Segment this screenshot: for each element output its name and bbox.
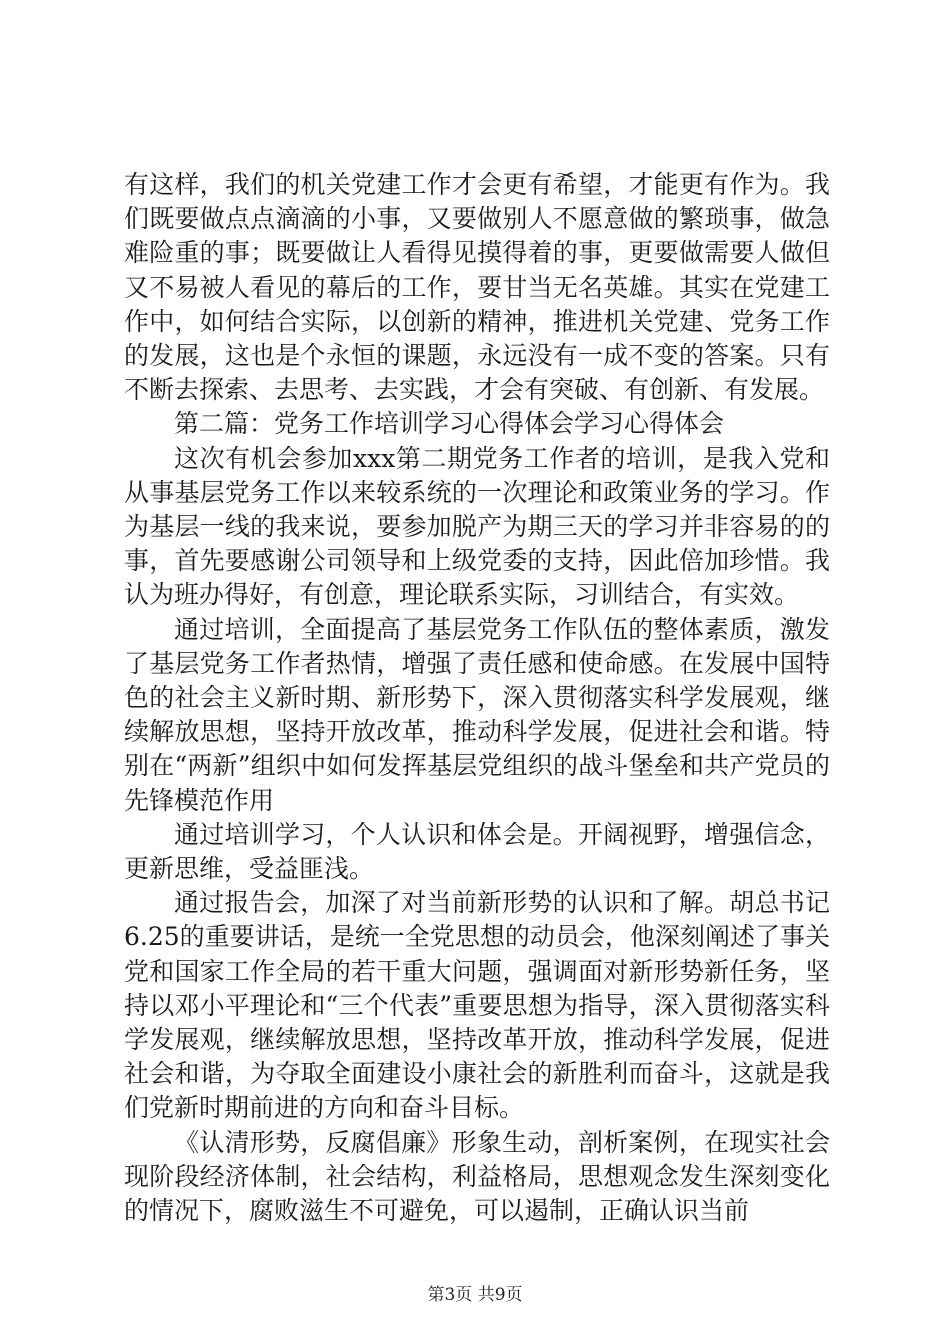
paragraph-6: 通过报告会，加深了对当前新形势的认识和了解。胡总书记6.25的重要讲话，是统一全党思想的动员会，他深刻阐述了事关党和国家工作全局的若干重大问题，强调面对新形势新任务，坚持以邓小平理论和“三个代表”重要思想为指导，深入贯彻落实科学发展观，继续解放思想，坚持改革开放，推动科学发展，促进社会和谐，为夺取全面建设小康社会的新胜利而奋斗，这就是我们党新时期前进的方向和奋斗目标。	[124, 888, 830, 1123]
document-body	[124, 168, 830, 1228]
paragraph-3: 这次有机会参加xxx第二期党务工作者的培训，是我入党和从事基层党务工作以来较系统的一次理论和政策业务的学习。作为基层一线的我来说，要参加脱产为期三天的学习并非容易的的事，首先要感谢公司领导和上级党委的支持，因此倍加珍惜。我认为班办得好，有创意，理论联系实际，习训结合，有实效。	[124, 443, 830, 610]
paragraph-1: 有这样，我们的机关党建工作才会更有希望，才能更有作为。我们既要做点点滴滴的小事，又要做别人不愿意做的繁琐事，做急难险重的事；既要做让人看得见摸得着的事，更要做需要人做但又不易被人看见的幕后的工作，要甘当无名英雄。其实在党建工作中，如何结合实际，以创新的精神，推进机关党建、党务工作的发展，这也是个永恒的课题，永远没有一成不变的答案。只有不断去探索、去思考、去实践，才会有突破、有创新、有发展。	[124, 170, 830, 405]
paragraph-7: 《认清形势，反腐倡廉》形象生动，剖析案例，在现实社会现阶段经济体制，社会结构，利益格局，思想观念发生深刻变化的情况下，腐败滋生不可避免，可以遏制，正确认识当前	[124, 1127, 830, 1226]
paragraph-5: 通过培训学习，个人认识和体会是。开阔视野，增强信念，更新思维，受益匪浅。	[124, 819, 830, 884]
paragraph-4: 通过培训，全面提高了基层党务工作队伍的整体素质，激发了基层党务工作者热情，增强了责任感和使命感。在发展中国特色的社会主义新时期、新形势下，深入贯彻落实科学发展观，继续解放思想，坚持开放改革，推动科学发展，促进社会和谐。特别在“两新”组织中如何发挥基层党组织的战斗堡垒和共产党员的先锋模范作用	[124, 614, 830, 815]
section-heading: 第二篇：党务工作培训学习心得体会学习心得体会	[174, 409, 725, 439]
page-number-footer: 第3页 共9页	[427, 1285, 523, 1305]
